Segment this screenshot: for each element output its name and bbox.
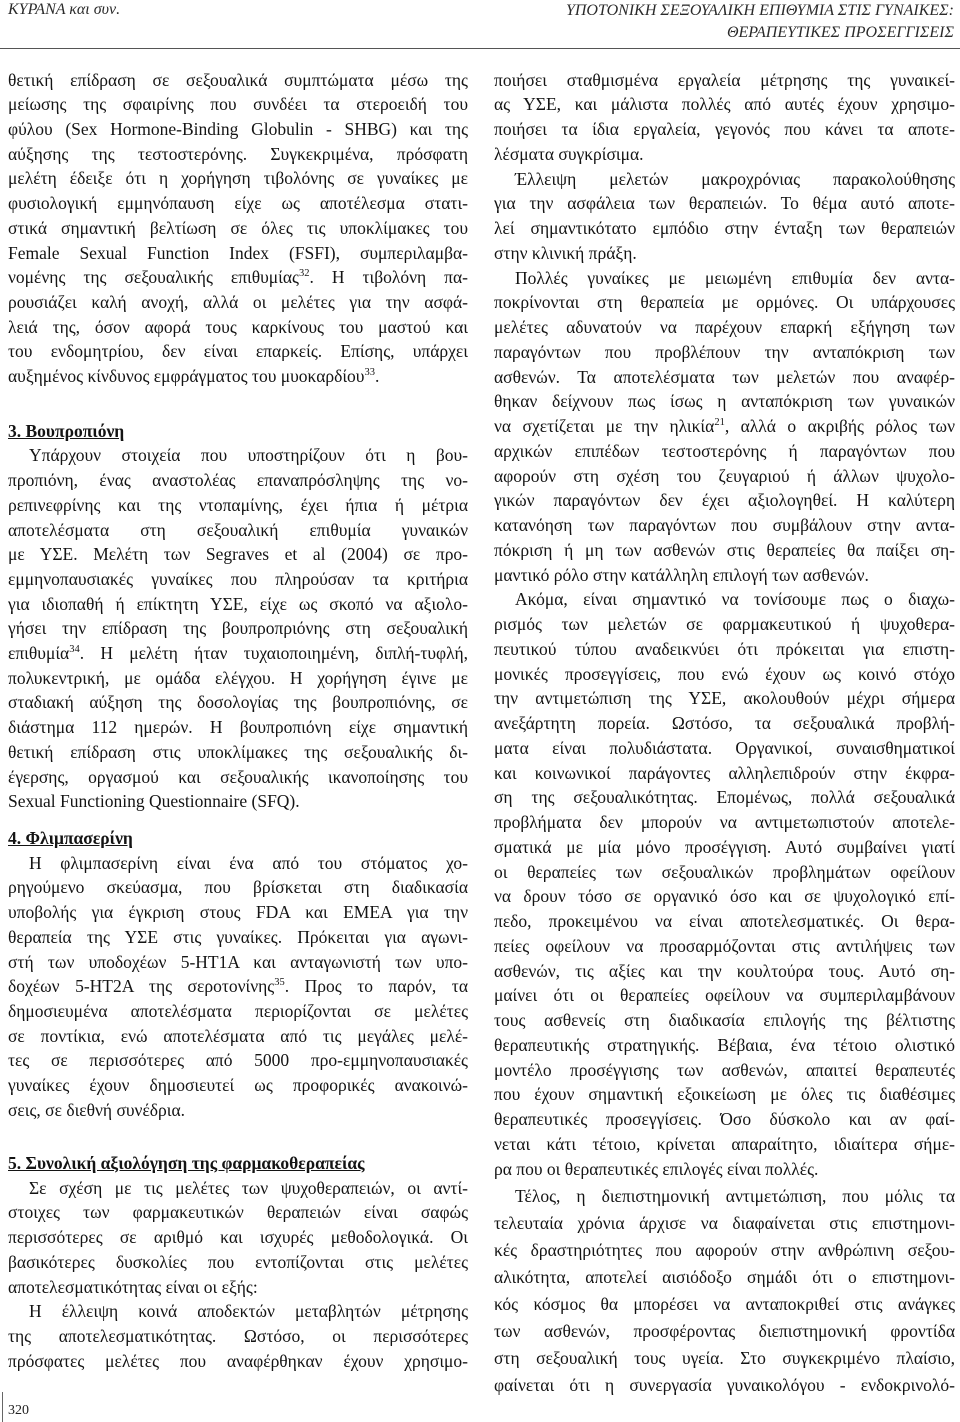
text-line: γικών παραγόντων δεν έχει αξιολογηθεί. Η καλύτερη — [494, 490, 955, 511]
text-line: θετική επίδραση στις υποκλίμακες της σεξουαλικής δι- — [8, 741, 468, 762]
text-line: ση της σεξουαλικότητας. Επομένως, πολλά σεξουαλικά — [494, 787, 955, 808]
text-line: των ασθενών, προσφέροντας διεπιστημονική φροντίδα — [494, 1321, 955, 1342]
citation-superscript: 32 — [299, 268, 310, 280]
text-line: στη σεξουαλική τους υγεία. Στο συγκεκριμένο πλαίσιο, — [494, 1348, 955, 1369]
text-line: τελευταία χρόνια άρχισε να διαφαίνεται στις επιστημονι- — [494, 1213, 955, 1234]
text-line: μαίνει ότι οι θεραπείες οφείλουν να συμπεριλαμβάνουν — [494, 985, 955, 1006]
text-line: Σε σχέση με τις μελέτες των ψυχοθεραπειών, οι αντί- — [29, 1177, 468, 1198]
text-line: βασικότερες δυσκολίες που εντοπίζονται στις μελέτες — [8, 1251, 468, 1272]
citation-superscript: 33 — [364, 367, 375, 379]
text-line — [8, 974, 468, 999]
text-line: προπιόνη, ένας αναστολέας επαναπρόσληψης της νο- — [8, 470, 468, 491]
text-line: κατανόηση των παραγόντων που συμβάλουν στην αντα- — [494, 515, 955, 536]
text-line: πείες οφείλουν να προσαρμόζονται στις αντιλήψεις των — [494, 935, 955, 956]
section-heading: 4. Φλιμπασερίνη — [8, 827, 133, 848]
text-line: σταδιακή αύξηση της δοσολογίας της βουπροπιόνης, σε — [8, 692, 468, 713]
text-line: πευτικού τύπου αναδεικνύει ότι πρόκειται για επιστη- — [494, 638, 955, 659]
text-line: ποιήσει σταθμισμένα εργαλεία μέτρησης της γυναικεί- — [494, 69, 955, 90]
text-line: την αντιμετώπιση της ΥΣΕ, ακολουθούν μέχρι σήμερα — [494, 688, 955, 709]
text-line: δημοσιευμένα αποτελέσματα περιορίζονται σε μελέτες — [8, 1000, 468, 1021]
text-line: οι θεραπείες των σεξουαλικών προβλημάτων οφείλουν — [494, 861, 955, 882]
text-line: τους ασθενείς στη διαδικασία επιλογής της βέλτιστης — [494, 1010, 955, 1031]
text-line: προβλήματα δεν μπορούν να αντιμετωπιστούν αποτελε- — [494, 812, 955, 833]
text-line: που έχουν σημαντική εξοικείωση με όλες τις διαθέσιμες — [494, 1084, 955, 1105]
text-segment: . — [374, 366, 380, 387]
text-line: ασθενών, τις αξίες και την κουλτούρα τους. Αυτό ση- — [494, 960, 955, 981]
text-line: λεί σημαντικότατο εμπόδιο στην ένταξη των θεραπειών — [494, 218, 955, 239]
text-line: λέσματα συγκρίσιμα. — [494, 143, 644, 164]
section-heading: 5. Συνολική αξιολόγηση της φαρμακοθεραπείας — [8, 1153, 365, 1174]
paragraph — [494, 68, 955, 167]
text-line: Τέλος, η διεπιστημονική αντιμετώπιση, που μόλις τα — [515, 1186, 955, 1207]
text-line: πεδο, προκειμένου να είναι αποτελεσματικές. Οι θερα- — [494, 911, 955, 932]
running-head-authors: ΚΥΡΑΝΑ και συν. — [8, 1, 121, 18]
text-line: σε ποντίκια, ενώ αποτελέσματα από τις μεγάλες μελέ- — [8, 1025, 468, 1046]
text-line: ανεξάρτητη πορεία. Ωστόσο, τα σεξουαλικά προβλή- — [494, 713, 955, 734]
text-line: έγερσης, οργασμού και σεξουαλικής ικανοποίησης του — [8, 766, 468, 787]
text-line: θεραπεία της ΥΣΕ στις γυναίκες. Πρόκειται για αγωνι- — [8, 926, 468, 947]
text-line: λειά της, όσον αφορά τους καρκίνους του μαστού και — [8, 316, 468, 337]
text-line: Ακόμα, είναι σημαντικό να τονίσουμε πως ο διαχω- — [515, 589, 955, 610]
text-segment: αυξημένος κίνδυνος εμφράγματος του μυοκαρδίου — [8, 366, 365, 387]
paragraph — [494, 266, 955, 588]
text-line: Η φλιμπασερίνη είναι ένα από του στόματος χο- — [29, 852, 468, 873]
margin-rule — [2, 1392, 3, 1422]
text-line: φαίνεται ότι η συνεργασία γυναικολόγου - ενδοκρινολό- — [494, 1375, 955, 1396]
paragraph — [494, 1183, 955, 1399]
text-line: παραγόντων που προβλέπουν την ανταπόκριση των — [494, 341, 955, 362]
text-line — [494, 414, 955, 439]
paragraph — [8, 443, 468, 814]
running-head-title-line-1: ΥΠΟΤΟΝΙΚΗ ΣΕΞΟΥΑΛΙΚΗ ΕΠΙΘΥΜΙΑ ΣΤΙΣ ΓΥΝΑΙΚΕΣ: — [565, 2, 954, 19]
text-line — [8, 265, 468, 290]
text-line: αποτελεσματικότητας είναι οι εξής: — [8, 1276, 258, 1297]
text-line: και κοινωνικοί παράγοντες αλληλεπιδρούν στην έκφρα- — [494, 762, 955, 783]
text-segment: δοχέων 5-HT2A της σεροτονίνης — [8, 976, 275, 997]
text-segment: . Η τιβολόνη πα- — [309, 267, 468, 288]
text-line: μείωσης της σφαιρίνης που συνδέει τα στεροειδή του — [8, 94, 468, 115]
text-line: στή των υποδοχέων 5-HT1A και ανταγωνιστή των υπο- — [8, 951, 468, 972]
paragraph — [494, 587, 955, 1181]
page-number: 320 — [8, 1403, 29, 1418]
paragraph — [8, 68, 468, 389]
text-line: κός κόσμος θα μπορέσει να ανταποκριθεί στις ανάγκες — [494, 1294, 955, 1315]
text-line: στην κλινική πράξη. — [494, 242, 637, 263]
text-line — [8, 364, 468, 389]
text-line: θηκαν δείχνουν πως ίσως η ανταπόκριση των γυναικών — [494, 391, 955, 412]
text-line: ασθενών. Τα αποτελέσματα των μελετών που αναφέρ- — [494, 366, 955, 387]
text-line: Female Sexual Function Index (FSFI), συμπεριλαμβα- — [8, 242, 468, 263]
running-head-title — [566, 0, 954, 44]
left-column — [8, 68, 468, 1374]
text-line: με ΥΣΕ. Μελέτη των Segraves et al (2004) σε προ- — [8, 544, 468, 565]
text-line: για ιδιοπαθή ή επίκτητη ΥΣΕ, είχε ως σκοπό να αξιολο- — [8, 593, 468, 614]
text-line: ποκρίνονται στη θεραπεία με ορμόνες. Οι υπάρχουσες — [494, 292, 955, 313]
text-line: της αποτελεσματικότητας. Ωστόσο, οι περισσότερες — [8, 1325, 468, 1346]
text-line: στικά σημαντική βελτίωση σε όλες τις υποκλίμακες του — [8, 217, 468, 238]
text-line: μαντικό ρόλο στην κατάλληλη επιλογή των ασθενών. — [494, 564, 869, 585]
text-line: Η έλλειψη κοινά αποδεκτών μεταβλητών μέτρησης — [29, 1301, 468, 1322]
text-line: φυσιολογική εμμηνόπαυση είχε ως αποτέλεσμα στατι- — [8, 193, 468, 214]
text-line: να δρουν τόσο σε οργανικό όσο και σε ψυχολογικό επί- — [494, 886, 955, 907]
text-line: αποτελέσματα στη σεξουαλική επιθυμία γυναικών — [8, 519, 468, 540]
text-line: γήσει την επίδραση της βουπροπριόνης στη σεξουαλική — [8, 618, 468, 639]
text-line: σματικά με μία μόνο προσέγγιση. Αυτό συμβαίνει γιατί — [494, 836, 955, 857]
text-line: τες σε περισσότερες από 5000 προ-εμμηνοπαυσιακές — [8, 1050, 468, 1071]
text-line: του ενδομητρίου, δεν είναι επαρκείς. Επίσης, υπάρχει — [8, 341, 468, 362]
running-head-title-line-2: ΘΕΡΑΠΕΥΤΙΚΕΣ ΠΡΟΣΕΓΓΙΣΕΙΣ — [726, 24, 954, 41]
text-line: αφορούν στη σχέση του ζευγαριού ή άλλων ψυχολο- — [494, 465, 955, 486]
text-line: μελέτες αδυνατούν να παρέχουν επαρκή εξήγηση των — [494, 317, 955, 338]
paragraph — [494, 167, 955, 266]
text-line: ας ΥΣΕ, και μάλιστα πολλές από αυτές έχουν χρησιμο- — [494, 94, 955, 115]
paragraph — [8, 1176, 468, 1300]
text-segment: νομένης της σεξουαλικής επιθυμίας — [8, 267, 299, 288]
text-line: Sexual Functioning Questionnaire (SFQ). — [8, 791, 300, 812]
text-line: θεραπευτικής στρατηγικής. Βέβαια, ένα τέτοιο ολιστικό — [494, 1034, 955, 1055]
header-rule — [0, 48, 960, 49]
text-line — [8, 641, 468, 666]
text-segment: , αλλά ο ακριβής ρόλος των — [724, 416, 955, 437]
right-column — [494, 68, 955, 1400]
text-line: μελέτη έδειξε ότι η χορήγηση τιβολόνης σε γυναίκες με — [8, 168, 468, 189]
text-line: πρόσφατες μελέτες που αναφέρθηκαν έχουν χρησιμο- — [8, 1350, 468, 1371]
text-line: ρα που οι θεραπευτικές επιλογές είναι πολλές. — [494, 1158, 819, 1179]
citation-superscript: 21 — [714, 417, 725, 429]
paragraph — [8, 851, 468, 1123]
text-line: θετική επίδραση σε σεξουαλικά συμπτώματα μέσω της — [8, 69, 468, 90]
section-heading: 3. Βουπροπιόνη — [8, 420, 125, 441]
text-segment: . Η μελέτη ήταν τυχαιοποιημένη, διπλή-τυφλή, — [79, 643, 468, 664]
text-line: ποιήσει τα ίδια εργαλεία, γεγονός που κάνει τα αποτε- — [494, 119, 955, 140]
text-line: ρηγούμενο σκεύασμα, που βρίσκεται στη διαδικασία — [8, 877, 468, 898]
text-line: αύξησης της τεστοστερόνης. Συγκεκριμένα, πρόσφατη — [8, 143, 468, 164]
text-line: κές δραστηριότητες που αφορούν στην ανθρώπινη σεξου- — [494, 1240, 955, 1261]
text-segment: να σχετίζεται με την ηλικία — [494, 416, 715, 437]
citation-superscript: 35 — [274, 977, 285, 989]
text-line: διάστημα 112 ημερών. Η βουπροπιόνη είχε σημαντική — [8, 717, 468, 738]
text-line: θεραπευτικές προσεγγίσεις. Όσο δύσκολο και αν φαί- — [494, 1109, 955, 1130]
paragraph — [8, 1299, 468, 1373]
text-line: μονικές προσεγγίσεις, που ενώ έχουν ως κοινό στόχο — [494, 663, 955, 684]
text-line: σεις, σε διεθνή συνέδρια. — [8, 1099, 186, 1120]
text-line: αλικότητα, αποτελεί αισιόδοξο σημάδι ότι ο επιστημονι- — [494, 1267, 955, 1288]
text-line: ρουσιάζει καλή ανοχή, αλλά οι μελέτες για την ασφά- — [8, 291, 468, 312]
text-segment: επιθυμία — [8, 643, 70, 664]
text-line: εμμηνοπαυσιακές γυναίκες που πληρούσαν τα κριτήρια — [8, 568, 468, 589]
text-segment: . Προς το παρόν, τα — [284, 976, 468, 997]
text-line: υποβολής για έγκριση στους FDA και EMEA για την — [8, 902, 468, 923]
citation-superscript: 34 — [69, 644, 80, 656]
text-line: Υπάρχουν στοιχεία που υποστηρίζουν ότι η βου- — [29, 445, 468, 466]
text-line: πολυκεντρική, με ομάδα ελέγχου. Η χορήγηση έγινε με — [8, 667, 468, 688]
text-line: ρισμός των μελετών σε φαρμακευτικού ή ψυχοθερα- — [494, 614, 955, 635]
text-line: ματα είναι πολυδιάστατα. Οργανικοί, συναισθηματικοί — [494, 737, 955, 758]
text-line: νεται κάτι τέτοιο, κρίνεται απαραίτητο, ιδιαίτερα σήμε- — [494, 1133, 955, 1154]
text-line: Πολλές γυναίκες με μειωμένη επιθυμία δεν αντα- — [515, 267, 955, 288]
text-line: ρεπινεφρίνης και της ντοπαμίνης, έχει ήπια ή μέτρια — [8, 494, 468, 515]
text-line: αρχικών επιπέδων τεστοστερόνης ή παραγόντων που — [494, 440, 955, 461]
text-line: Έλλειψη μελετών μακροχρόνιας παρακολούθησης — [515, 168, 955, 189]
text-line: περισσότερες σε αριθμό και ισχυρές μεθοδολογικά. Οι — [8, 1227, 468, 1248]
text-line: πόκριση ή μη των ασθενών στις θεραπείες θα παίξει ση- — [494, 539, 955, 560]
text-line: για την ασφάλεια των θεραπειών. Το θέμα αυτό αποτε- — [494, 193, 955, 214]
text-line: στοιχες των φαρμακευτικών θεραπειών είναι σαφώς — [8, 1202, 468, 1223]
text-line: μοντέλο προσέγγισης των ασθενών, απαιτεί θεραπευτές — [494, 1059, 955, 1080]
text-line: φύλου (Sex Hormone-Binding Globulin - SHBG) και της — [8, 119, 468, 139]
text-line: γυναίκες έχουν δημοσιευτεί ως προφορικές ανακοινώ- — [8, 1075, 468, 1096]
